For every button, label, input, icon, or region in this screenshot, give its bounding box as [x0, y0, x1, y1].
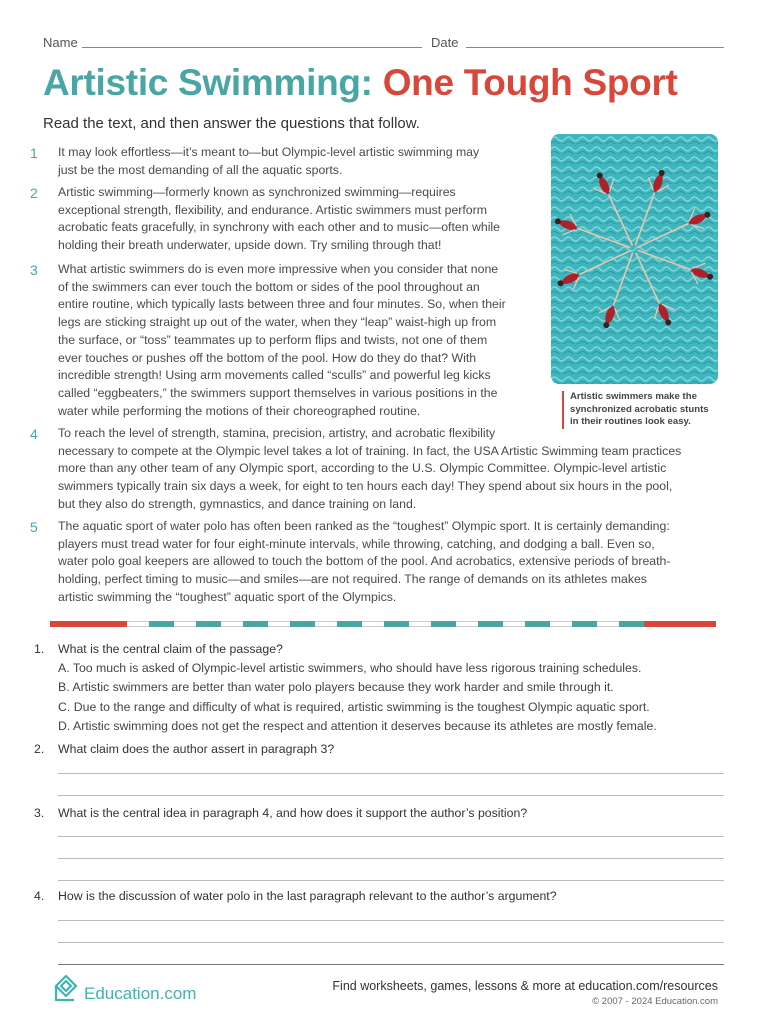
- divider-teal-segment: [290, 621, 315, 627]
- paragraph-line: holding, perfect timing to music—and smiles—are not required. The range of demands on its athletes makes: [58, 572, 647, 587]
- answer-option[interactable]: [58, 700, 650, 714]
- divider-red-segment: [644, 621, 716, 627]
- paragraph-line: necessary to compete at the Olympic level takes a lot of training. In fact, the USA Artistic Swimming team practices: [58, 443, 682, 458]
- divider-teal-segment: [384, 621, 409, 627]
- paragraph-number: 2: [30, 185, 38, 201]
- paragraph-line: What artistic swimmers do is even more impressive when you consider that none: [58, 262, 499, 276]
- instructions: Read the text, and then answer the questions that follow.: [43, 115, 420, 132]
- divider-white-segment: [456, 621, 478, 627]
- paragraph: [58, 184, 500, 255]
- paragraph-line: players must tread water for four eight-minute intervals, while throwing, catching, and dodging a ball. Even so,: [58, 536, 655, 551]
- paragraph-line: ever touches or pushes off the bottom of the pool. How do they do that? With: [58, 350, 477, 365]
- divider-white-segment: [362, 621, 384, 627]
- education-logo-icon: [52, 972, 82, 1004]
- paragraph-line: water while performing the motions of their choreographed routine.: [58, 403, 421, 418]
- divider-teal-segment: [431, 621, 456, 627]
- divider-teal-segment: [572, 621, 597, 627]
- divider-white-segment: [127, 621, 149, 627]
- paragraph-number: 4: [30, 426, 38, 442]
- question: [34, 889, 557, 903]
- answer-line[interactable]: [58, 920, 724, 921]
- paragraph-line: the surface, or “toss” teammates up to perform flips and twists, not one of them: [58, 332, 488, 347]
- paragraph: [58, 518, 671, 607]
- divider-teal-segment: [525, 621, 550, 627]
- option-text: Too much is asked of Olympic-level artistic swimmers, who should have less rigorous training schedules.: [69, 661, 642, 675]
- paragraph-number: 1: [30, 145, 38, 161]
- option-letter: D.: [58, 718, 71, 733]
- paragraph-line: artistic swimming the “toughest” aquatic sport of the Olympics.: [58, 589, 397, 604]
- answer-option[interactable]: [58, 661, 641, 675]
- paragraph-number: 5: [30, 519, 38, 535]
- answer-line[interactable]: [58, 795, 724, 796]
- divider-white-segment: [503, 621, 525, 627]
- paragraph-line: It may look effortless—it’s meant to—but Olympic-level artistic swimming may: [58, 145, 480, 159]
- question-number: 4.: [34, 889, 45, 903]
- answer-line[interactable]: [58, 836, 724, 837]
- question-number: 3.: [34, 806, 45, 820]
- divider-red-segment: [50, 621, 127, 627]
- swimmers-photo: [551, 134, 718, 384]
- paragraph-line: of the swimmers can ever touch the bottom or sides of the pool throughout an: [58, 279, 480, 294]
- caption-line: in their routines look easy.: [570, 416, 691, 427]
- photo-caption: [562, 391, 709, 429]
- paragraph-line: just be the most demanding of all the aquatic sports.: [58, 162, 343, 177]
- paragraph-number: 3: [30, 262, 38, 278]
- paragraph-line: water polo goal keepers are allowed to touch the bottom of the pool. And acrobatics, extensive periods of breath-: [58, 554, 671, 569]
- answer-option[interactable]: [58, 719, 657, 733]
- answer-line[interactable]: [58, 942, 724, 943]
- paragraph-line: more than any other team of any Olympic sport, according to the U.S. Olympic Committee. Olympic-level artistic: [58, 461, 667, 476]
- option-letter: A.: [58, 661, 70, 675]
- option-letter: B.: [58, 680, 70, 695]
- divider-white-segment: [550, 621, 572, 627]
- title-part-2: One Tough Sport: [382, 62, 678, 103]
- paragraph-line: holding their breath underwater, upside down. Try smiling through that!: [58, 238, 442, 253]
- answer-option[interactable]: [58, 680, 614, 694]
- paragraph-line: acrobatic feats gracefully, in synchrony with each other and to music—often while: [58, 220, 500, 235]
- paragraph: [58, 261, 506, 420]
- option-letter: C.: [58, 699, 71, 714]
- divider-teal-segment: [149, 621, 174, 627]
- page-title: [43, 62, 678, 104]
- question-number: 2.: [34, 742, 45, 756]
- answer-line[interactable]: [58, 773, 724, 774]
- paragraph: [58, 144, 479, 179]
- copyright: © 2007 - 2024 Education.com: [592, 996, 718, 1007]
- divider-teal-segment: [619, 621, 644, 627]
- education-logo[interactable]: [52, 972, 196, 1004]
- paragraph-line: swimmers typically train six days a week, for eight to ten hours each day! They spend about six hours in the pool,: [58, 479, 673, 494]
- option-text: Artistic swimmers are better than water polo players because they work harder and smile through it.: [69, 680, 614, 695]
- paragraph-line: incredible strength! Using arm movements called “sculls” and powerful leg kicks: [58, 368, 491, 383]
- answer-line[interactable]: [58, 880, 724, 881]
- answer-line[interactable]: [58, 858, 724, 859]
- question: [34, 642, 283, 656]
- paragraph-line: legs are sticking straight up out of the water, when they “leap” waist-high up from: [58, 315, 497, 330]
- divider-white-segment: [409, 621, 431, 627]
- logo-text: Education.com: [84, 984, 197, 1003]
- footer-divider: [58, 964, 724, 965]
- question-text: What claim does the author assert in paragraph 3?: [58, 742, 335, 756]
- question: [34, 742, 334, 756]
- paragraph-line: but they also do strength, gymnastics, and dance training on land.: [58, 496, 417, 511]
- divider-teal-segment: [196, 621, 221, 627]
- divider-teal-segment: [478, 621, 503, 627]
- divider-white-segment: [268, 621, 290, 627]
- paragraph-line: To reach the level of strength, stamina, precision, artistry, and acrobatic flexibility: [58, 426, 496, 440]
- option-text: Artistic swimming does not get the respect and attention it deserves because its athletes are mostly female.: [70, 718, 657, 733]
- question-text: How is the discussion of water polo in the last paragraph relevant to the author’s argument?: [58, 889, 557, 903]
- section-divider: [50, 621, 716, 627]
- name-label: Name: [43, 35, 78, 50]
- question-text: What is the central claim of the passage?: [58, 642, 283, 656]
- divider-teal-segment: [337, 621, 362, 627]
- date-label: Date: [431, 35, 459, 50]
- paragraph-line: The aquatic sport of water polo has often been ranked as the “toughest” Olympic sport. It is certainly demanding:: [58, 519, 670, 533]
- title-part-1: Artistic Swimming:: [43, 62, 383, 103]
- divider-white-segment: [174, 621, 196, 627]
- name-field[interactable]: [82, 47, 422, 48]
- resources-text[interactable]: Find worksheets, games, lessons & more at education.com/resources: [332, 979, 718, 993]
- paragraph-line: exceptional strength, flexibility, and endurance. Artistic swimmers must perform: [58, 202, 487, 217]
- paragraph: [58, 425, 681, 514]
- paragraph-line: entire routine, which typically lasts between three and four minutes. So, when their: [58, 297, 506, 312]
- paragraph-line: Artistic swimming—formerly known as synchronized swimming—requires: [58, 185, 456, 199]
- paragraph-line: called “eggbeaters,” the swimmers support themselves in various positions in the: [58, 385, 498, 400]
- question: [34, 806, 527, 820]
- date-field[interactable]: [466, 47, 724, 48]
- divider-white-segment: [315, 621, 337, 627]
- caption-line: Artistic swimmers make the: [570, 391, 697, 402]
- option-text: Due to the range and difficulty of what is required, artistic swimming is the toughest Olympic aquatic sport.: [70, 699, 650, 714]
- question-text: What is the central idea in paragraph 4, and how does it support the author’s position?: [58, 806, 528, 820]
- caption-line: synchronized acrobatic stunts: [570, 403, 709, 415]
- divider-white-segment: [221, 621, 243, 627]
- divider-white-segment: [597, 621, 619, 627]
- divider-teal-segment: [243, 621, 268, 627]
- question-number: 1.: [34, 642, 45, 656]
